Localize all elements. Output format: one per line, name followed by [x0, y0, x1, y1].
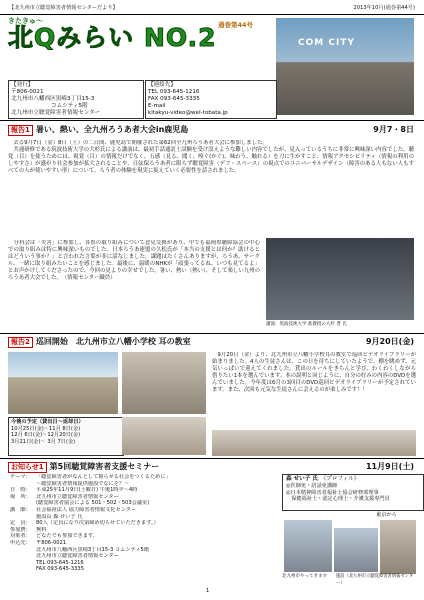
notice-row-label: 参加費：: [10, 526, 31, 533]
photo-facility: [334, 528, 378, 572]
masthead-title: 北Qみらい NO.2: [8, 23, 217, 52]
notice-row: [10, 553, 278, 560]
top-divider: [0, 14, 424, 15]
facility-caption: 施設（北九州市立聴覚障害者情報センター）: [336, 574, 414, 586]
org-line: 【北九州市立聴覚障害者情報センターだより】: [9, 5, 118, 11]
notice-row-value: 社会福祉法人 協力障害者情報文化センター: [36, 506, 137, 513]
notice-row: [10, 474, 278, 481]
publisher-address: 北九州市八幡西区黒崎3丁目15-3: [11, 96, 95, 102]
notice-title: 第5回聴覚障害者支援セミナー: [49, 462, 160, 471]
profile-name: 森 せい子 氏: [286, 476, 318, 482]
notice-row: [10, 514, 278, 521]
schedule-item: 12月 6日(金)〜12月20日(金): [11, 432, 81, 439]
notice-row-value: 平成25年11月9日(土曜日) 午後1時半〜4時: [36, 487, 138, 494]
notice-row: [10, 547, 278, 554]
report2-heading: [8, 336, 191, 348]
publisher-org: 北九州市立聴覚障害者情報センター: [11, 110, 101, 116]
profile-line: ◎日本精神障害者福祉士協会研修部理事: [286, 489, 379, 496]
contact-tel: TEL 093-645-1216: [148, 89, 200, 95]
notice-row-label: 申込先：: [10, 539, 31, 546]
notice-row-value: TEL 093-645-1216: [36, 559, 84, 566]
schedule-title: 今後の予定（貸出日〜返却日）: [11, 419, 84, 425]
notice-row-value: 北九州市立聴覚障害者情報センター: [36, 493, 119, 500]
notice-row-value: FAX 093-645-3335: [36, 566, 85, 573]
notice-row-value: どなたでも参加できます。: [36, 533, 98, 540]
notice-row-value: 施設長 森 せい子 氏: [36, 513, 83, 520]
notice-row: [10, 500, 278, 507]
contact-fax: FAX 093-645-3335: [148, 96, 200, 102]
notice-row-label: 場 所：: [10, 493, 31, 500]
notice-details: [10, 474, 278, 573]
notice-row-value: 「聴覚障害者がなんとして暮らせる社会をつくるために」: [36, 474, 171, 480]
publisher-address2: コムシティ5階: [51, 103, 88, 109]
notice-row: [10, 560, 278, 567]
notice-row-value: (聴覚障害者協会による 501・502・503会議室): [36, 500, 150, 507]
issue-number: 通巻第44号: [218, 21, 254, 29]
notice-row-value: 〜聴覚障害者情報提供施設でなにを？〜: [36, 480, 130, 487]
photo-com-city-building: [276, 18, 414, 115]
photo-portrait: [380, 520, 416, 574]
map-label-tokyo: 東京から: [376, 512, 397, 518]
notice-row: [10, 540, 278, 547]
notice-row: [10, 533, 278, 540]
profile-line: ◎医師免・語話免講師: [286, 483, 338, 489]
report2-tag: 報告2: [8, 337, 33, 348]
notice-row-label: テーマ：: [10, 474, 31, 480]
publisher-box: [8, 80, 144, 119]
report2-divider: [0, 333, 424, 334]
report2-body: 9月20日（金）より、北九州市立八幡小学校耳の教室で巡回ビデオライブラリーが始まりました。4人の生徒さんは、この日を待ちにしていたようで、棚を眺めず、元気いっぱいで迎えてくれました。貸出のルールをきちんと学び、わくわくしながら借りたい1本を選んでいます。本の説明と同じように、自分の好みの内容のDVDを選んでいました。今年度は6月の3回目のDVD巡回ビデオライブラリーが予定されています。また、次回も元気な生徒さんに会えるのが楽しみです！！: [212, 352, 416, 393]
profile-subtitle: 《プロフィル》: [323, 476, 360, 482]
issue-date: 2013年10月(通巻第44号): [353, 5, 415, 11]
report1-para2: 分科会は「災害」に参加し、各県の取り組みについて意見交換があり、中でも福岡県聴障協会の中心での取り組みは特に興味深いものでした。日本ろうあ連盟の久松氏が「本当の支援とは何か？助けるとはどういう事か？」と言われた言葉が非に話なしました。課題はたくさんありますが、ろうあ、サークル、一緒に取り組みたいことを感じました。最後に、温暖のNHKが「頑張ってるね、いつも見てるよ」とお声かけしてくださったので、今回の見よりの幸せでした。暑い、熱い（熱い）、そして楽しい九州のろうあ者大会でした。 （情報センター職員）: [8, 240, 260, 281]
notice-row: [10, 481, 278, 488]
notice-row-label: 講 師：: [10, 506, 31, 513]
contact-email[interactable]: kitakyu-video@wel-tobata.jp: [148, 110, 228, 116]
notice-row: [10, 527, 278, 534]
notice-row: [10, 507, 278, 514]
schedule-box: [8, 417, 124, 456]
report1-date: 9月7・8日: [373, 125, 414, 134]
page-number: 1: [206, 588, 210, 594]
schedule-item: 10月25日(金)〜11月 8日(金): [11, 425, 81, 432]
notice-heading: [8, 461, 159, 473]
report1-tag: 報告1: [8, 125, 33, 136]
contact-email-label: E-mail: [148, 103, 166, 109]
report2-date: 9月20日(金): [365, 337, 414, 346]
photo-lecture: [266, 238, 414, 320]
contact-label: 【連絡先】: [148, 82, 176, 88]
masthead-kana: きたきゅ〜: [8, 17, 43, 25]
report1-heading: [8, 124, 188, 136]
notice-row-value: 〒806-0021: [36, 539, 67, 546]
report1-divider: [0, 120, 424, 121]
publisher-label: 【発行】: [11, 82, 34, 88]
notice-row: [10, 566, 278, 573]
photo-classroom: [122, 352, 206, 414]
report2-title: 巡回開始 北九州市立八幡小学校 耳の教室: [35, 337, 191, 346]
photo-library-shelf: [212, 430, 416, 456]
notice-row-value: 無料: [36, 526, 47, 533]
notice-row-label: 対象者：: [10, 533, 31, 540]
photo-students: [122, 417, 206, 455]
notice-row-value: 80人（定員になり次第締め切らせていただきます。）: [36, 520, 159, 527]
report1-para1: 去る9月7日（金）8日（土）の二日間、鹿児島で開催された第62回全九州ろうあ者大会に参加しました。 共通研修である筑波技術大学の大杉氏による講演は、最初手話通訳士試験を受け設えような難しい内容でしたが、見入っているうちに非常に興味深い内容でした。聴覚（目）を使うためには、視覚（目）の情報だけでなく、五感（見る、聞く、嗅ぐ(かぐ)、味わう、触れる）を刀に生かすこと、情報アクセシビリティ（情報の利用のしやすさ）が盛がり社会参加が拡大されることや、日弦保ろうあ者に限らず聴覚障害（デフ・スペース）の視点でのユニバーサルデザイン（障害のある人もない人もすべての人が使いやすい形）について、ろう者の体験を現実に捉えていく必要性を話されました。: [8, 140, 414, 174]
profile-box: [282, 474, 424, 511]
publisher-postal: 〒806-0021: [11, 89, 44, 95]
profile-line: 保健福祉士・認定心理士・介護支援専門員: [286, 496, 390, 503]
notice-row: [10, 520, 278, 527]
report1-photo-caption: 講演：筑波技術大学 准教授の大杉 豊 氏: [266, 322, 347, 327]
notice-row: [10, 487, 278, 494]
photo-station: [284, 520, 332, 572]
report1-title: 暑い、熱い、全九州ろうあ者大会in鹿児島: [35, 125, 189, 134]
notice-date: 11月9日(土): [365, 462, 414, 471]
contact-box: [145, 80, 277, 119]
notice-tag: お知らせ1: [8, 462, 47, 473]
notice-row-value: 北九州市立聴覚障害者情報センター: [36, 553, 119, 560]
photo-sign: COM CITY: [298, 38, 355, 48]
notice-row: [10, 494, 278, 501]
notice-row-label: 日 時：: [10, 487, 31, 494]
photo-school: [8, 352, 118, 414]
notice-row-value: 北九州市八幡西区黒崎3丁目15-3 コムシティ5階: [36, 546, 149, 553]
map-label: 北九州市やってきます: [282, 574, 327, 579]
schedule-item: 3月21日(金)〜 3月 7日(金): [11, 438, 76, 445]
notice-divider: [0, 458, 424, 459]
notice-row-label: 定 員：: [10, 520, 31, 527]
